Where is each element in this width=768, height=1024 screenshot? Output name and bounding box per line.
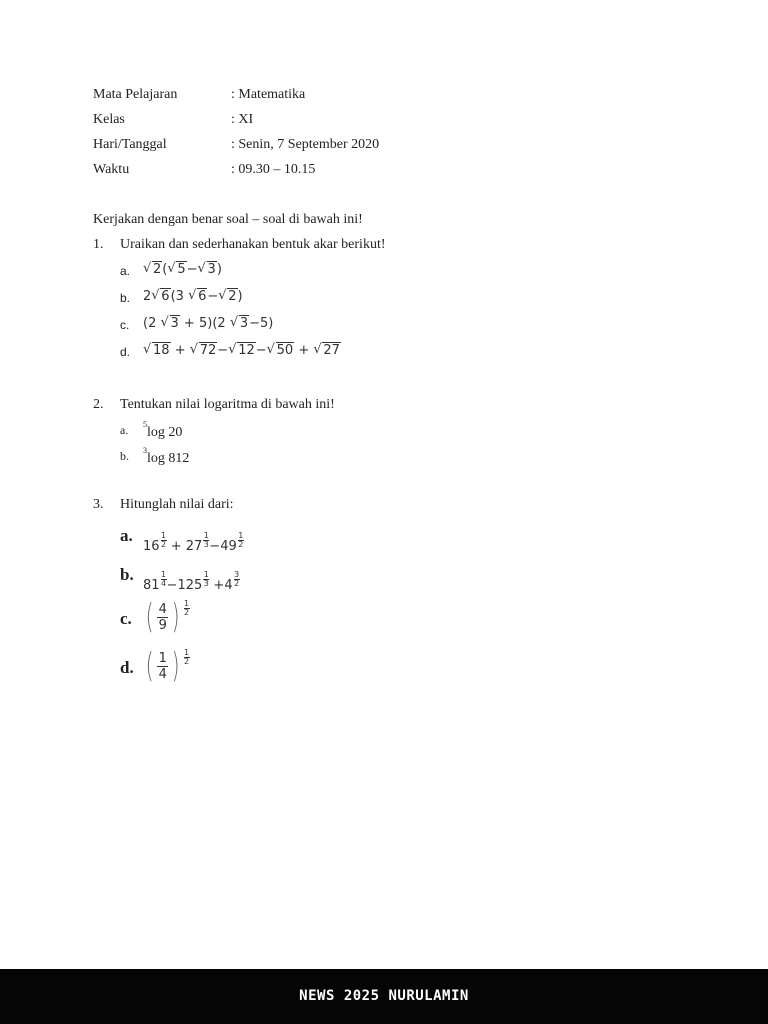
meta-value: : Senin, 7 September 2020 — [231, 137, 380, 152]
item-letter: d. — [120, 345, 131, 359]
question-text: Hitunglah nilai dari: — [120, 497, 234, 512]
item-letter: a. — [120, 264, 131, 278]
math-expression-1c: (2 √ 3 + 5)(2 √ 3−5) — [143, 316, 273, 331]
meta-label: Hari/Tanggal — [93, 137, 167, 152]
question-text: Tentukan nilai logaritma di bawah ini! — [120, 397, 335, 412]
math-expression-3d: ( $\frac{1}{4}$ ) $\frac{1}{2}$ — [145, 646, 190, 686]
math-expression-3c: ( $\frac{4}{9}$ ) $\frac{1}{2}$ — [145, 597, 190, 637]
meta-label: Kelas — [93, 112, 125, 127]
meta-label: Waktu — [93, 162, 130, 177]
meta-value: : 09.30 – 10.15 — [231, 162, 316, 177]
item-letter: d. — [120, 658, 134, 677]
math-expression-1d: √ 18 + √ 72− √ 12− √ 50 + √ 27 — [143, 343, 341, 358]
footer-watermark-text: NEWS 2025 NURULAMIN — [299, 988, 469, 1004]
item-letter: c. — [120, 318, 130, 332]
footer-banner — [0, 969, 768, 1024]
item-letter: b. — [120, 449, 129, 463]
item-letter: c. — [120, 609, 132, 628]
question-text: Uraikan dan sederhanakan bentuk akar berikut! — [120, 237, 386, 252]
item-letter: a. — [120, 423, 129, 437]
item-letter: a. — [120, 526, 133, 545]
math-expression-1a: √ 2( √ 5− √ 3) — [143, 262, 222, 277]
instruction-text: Kerjakan dengan benar soal – soal di bawah ini! — [93, 212, 363, 227]
math-expression-1b: 2 √ 6(3 √ 6− √ 2) — [143, 289, 243, 304]
meta-value: : XI — [231, 112, 254, 127]
math-expression-3a: 16 $\frac{1}{2}$ + 27 $\frac{1}{3}$ −49 $\frac{1}{2}$ — [143, 531, 244, 554]
item-letter: b. — [120, 565, 134, 584]
question-number: 2. — [93, 397, 104, 412]
log-expression: 5log 20 — [143, 420, 183, 440]
log-expression: 3log 812 — [143, 446, 190, 466]
meta-label: Mata Pelajaran — [93, 87, 178, 102]
question-number: 1. — [93, 237, 104, 252]
question-number: 3. — [93, 497, 104, 512]
math-expression-3b: 81 $\frac{1}{4}$ −125 $\frac{1}{3}$ +4 $\frac{3}{2}$ — [143, 570, 240, 593]
item-letter: b. — [120, 291, 131, 305]
meta-value: : Matematika — [231, 87, 306, 102]
